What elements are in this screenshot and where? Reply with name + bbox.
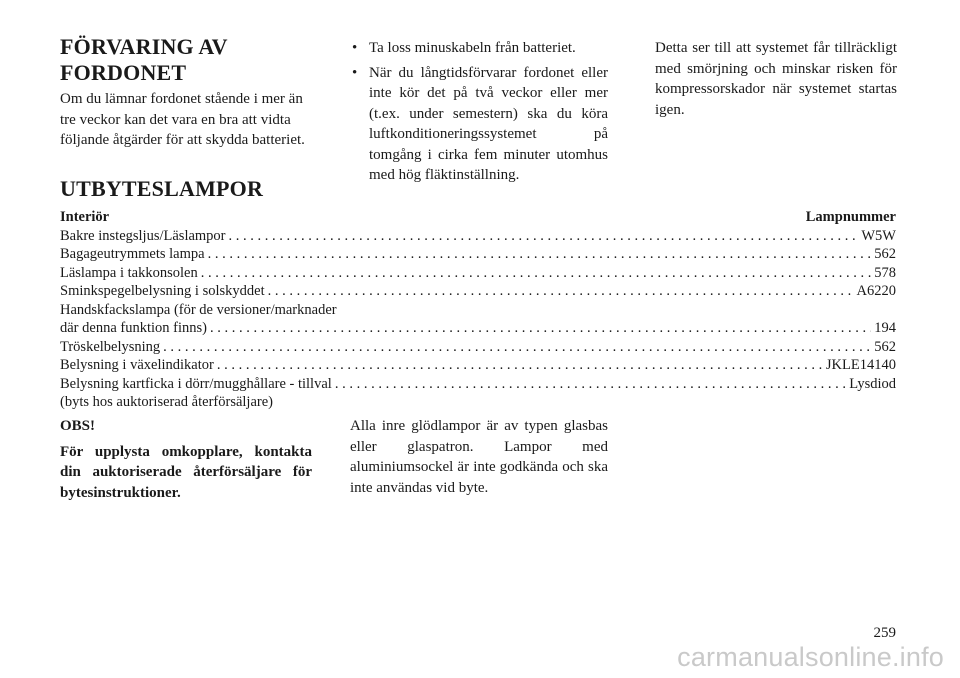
dot-leader xyxy=(268,282,854,301)
storage-heading xyxy=(60,34,320,86)
obs-title: OBS! xyxy=(60,418,96,434)
lamp-label: Belysning i växelindikator xyxy=(60,357,214,373)
storage-bullets xyxy=(350,38,608,190)
lamp-label: (byts hos auktoriserad återförsäljare) xyxy=(60,394,273,410)
col-lamp-number: Lampnummer xyxy=(805,209,896,225)
lamp-label: Tröskelbelysning xyxy=(60,338,161,355)
storage-intro: Om du lämnar fordonet stående i mer än tre veckor kan det vara en bra att vidta följande åtgärder för att skydda batteriet. xyxy=(60,91,305,148)
storage-heading-line1: FÖRVARING AV xyxy=(60,34,228,59)
dot-leader xyxy=(210,319,871,338)
obs-note xyxy=(60,416,312,508)
table-row xyxy=(60,282,896,301)
storage-section xyxy=(60,34,320,151)
bullet-icon: • xyxy=(352,64,358,81)
lamp-label: Handskfackslampa (för de versioner/marknader xyxy=(60,301,337,318)
lamp-number: Lysdiod xyxy=(849,375,896,392)
lamp-label: där denna funktion finns) xyxy=(60,320,207,336)
lamp-label: Belysning kartficka i dörr/mugghållare - tillval xyxy=(60,375,332,392)
lamps-heading: UTBYTESLAMPOR xyxy=(60,176,264,201)
storage-continuation: Detta ser till att systemet får tillräckligt med smörjning och minskar risken för kompressorskador när systemet startas igen. xyxy=(655,40,897,118)
bulb-note: Alla inre glödlampor är av typen glasbas eller glaspatron. Lampor med aluminiumsockel är inte godkända och ska inte användas vid byte. xyxy=(350,418,608,496)
table-row xyxy=(60,319,896,338)
lamp-label: Bagageutrymmets lampa xyxy=(60,246,205,262)
obs-text: För upplysta omkopplare, kontakta din auktoriserade återförsäljare för bytesinstruktioner. xyxy=(60,443,312,501)
table-row xyxy=(60,356,896,375)
lamp-label: Sminkspegelbelysning i solskyddet xyxy=(60,283,265,299)
page-number: 259 xyxy=(873,625,896,641)
bullet-item xyxy=(350,63,608,186)
lamp-number: 562 xyxy=(874,246,896,262)
table-row xyxy=(60,227,896,246)
dot-leader xyxy=(229,227,859,246)
table-row xyxy=(60,264,896,283)
dot-leader xyxy=(335,375,846,394)
dot-leader xyxy=(208,245,872,264)
table-row-wrapped xyxy=(60,393,896,412)
table-row-wrapped xyxy=(60,301,896,320)
lamp-number: W5W xyxy=(861,227,896,244)
table-row xyxy=(60,245,896,264)
lamp-number: JKLE14140 xyxy=(825,357,896,373)
lamp-table-header xyxy=(60,208,896,227)
col-interior: Interiör xyxy=(60,209,110,225)
bullet-icon: • xyxy=(352,40,358,56)
bullet-text: När du långtidsförvarar fordonet eller inte kör det på två veckor eller mer (t.ex. under semestern) ska du köra luftkonditioneringssystemet på tomgång i cirka fem minuter utomhus med hög fläktinställning. xyxy=(369,64,608,183)
lamp-label: Läslampa i takkonsolen xyxy=(60,264,198,281)
lamp-number: 194 xyxy=(874,320,896,336)
dot-leader xyxy=(201,264,872,283)
table-row xyxy=(60,338,896,357)
watermark: carmanualsonline.info xyxy=(677,642,944,672)
lamp-number: 578 xyxy=(874,264,896,281)
storage-heading-line2: FORDONET xyxy=(60,60,187,85)
lamp-table xyxy=(60,208,896,412)
dot-leader xyxy=(217,356,823,375)
lamp-label: Bakre instegsljus/Läslampor xyxy=(60,227,226,244)
table-row xyxy=(60,375,896,394)
lamp-number: A6220 xyxy=(856,283,896,299)
bullet-item xyxy=(350,38,608,59)
lamp-number: 562 xyxy=(874,338,896,355)
dot-leader xyxy=(163,338,871,357)
bullet-text: Ta loss minuskabeln från batteriet. xyxy=(369,40,576,56)
